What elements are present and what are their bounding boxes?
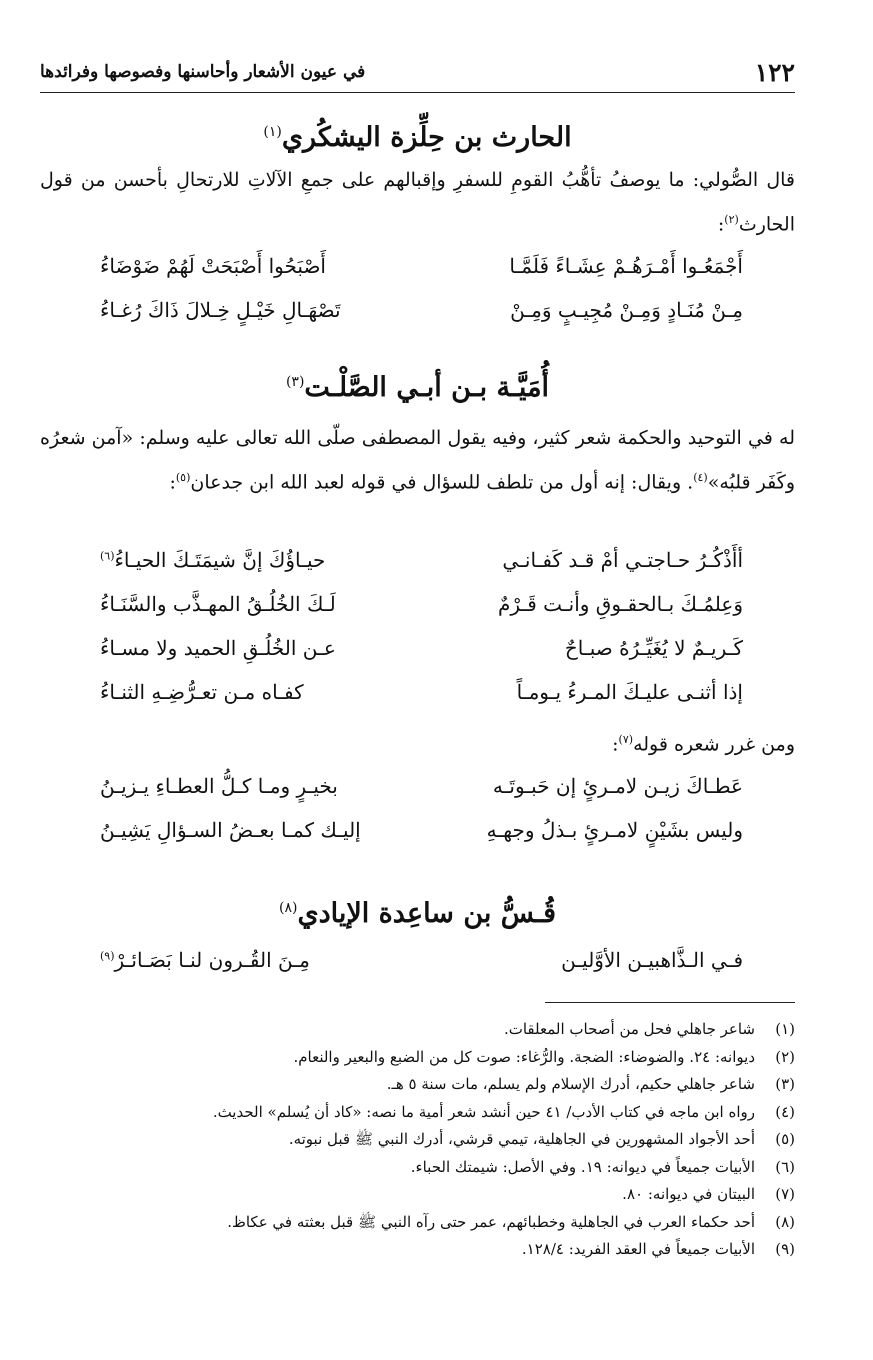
verse-line [100, 628, 743, 668]
footnote-number: (٨) [775, 1212, 795, 1231]
intro-paragraph-umayya-2 [40, 720, 795, 764]
footnote-ref: (٤) [693, 471, 708, 484]
footnote-ref: (٥) [175, 471, 191, 484]
verse-line [100, 246, 743, 286]
footnote-number: (٧) [775, 1185, 795, 1203]
intro-text: قال الصُّولي: ما يوصفُ تأهُّبُ القومِ للسفرِ وإقبالهم على جمعِ الآلاتِ للارتحالِ بأحسن من قول الحارث [40, 169, 795, 236]
verse-first-hemistich: فـي الـذَّاهبيـن الأوَّليـن [561, 948, 743, 972]
footnote-number: (٦) [775, 1157, 795, 1176]
verse-line [100, 672, 743, 712]
footnote [40, 1016, 795, 1044]
footnote-number: (٢) [775, 1047, 795, 1066]
verse-second-hemistich [100, 948, 396, 972]
verse-second-hemistich: أَصْبَحُوا أَصْبَحَتْ لَهُمْ ضَوْضَاءُ [100, 254, 326, 278]
footnote-number: (١) [775, 1020, 795, 1038]
footnote-number: (٩) [775, 1240, 795, 1258]
intro-text: ومن غرر شعره قوله [633, 733, 795, 756]
verse-first-hemistich: أأَذْكُـرُ حـاجتـي أمْ قـد كَفـانـي [502, 548, 743, 572]
footnote-number: (٤) [775, 1102, 795, 1121]
verse-line [100, 290, 743, 330]
footnote [40, 1044, 795, 1072]
verse-line [100, 540, 743, 580]
verse-first-hemistich: وَعِلمُـكَ بـالحقـوقِ وأنـت قَـرْمٌ [497, 592, 743, 616]
intro-colon: : [612, 733, 619, 756]
footnote-number: (٥) [775, 1130, 795, 1148]
running-title: في عيون الأشعار وأحاسنها وفصوصها وفرائدها [40, 62, 366, 82]
verse-second-hemistich: عـن الخُلُـقِ الحميد ولا مسـاءُ [100, 636, 336, 660]
verse-second-hemistich: تَصْهَـالِ خَيْـلٍ خِـلالَ ذَاكَ رُغـاءُ [100, 298, 341, 322]
verse-first-hemistich: مِـنْ مُنَـادٍ وَمِـنْ مُجِيـبٍ وَمِـنْ [510, 298, 743, 322]
footnote-divider [545, 1002, 795, 1003]
section-title-harith [40, 112, 795, 158]
verse-second-text: مِـنَ القُـرون لنـا بَصَـائـرْ [114, 948, 310, 972]
footnote-text: أحد الأجواد المشهورين في الجاهلية، تيمي قرشي، أدرك النبي ﷺ قبل نبوته. [288, 1130, 755, 1148]
intro-paragraph-harith [40, 160, 795, 244]
footnote [40, 1154, 795, 1182]
verse-first-hemistich: كَـريـمٌ لا يُغَيِّـرُهُ صبـاحٌ [564, 636, 743, 660]
verse-second-text: حيـاؤُكَ إنَّ شيمَتَـكَ الحيـاءُ [114, 548, 326, 572]
footnote-text: الأبيات جميعاً في العقد الفريد: ١٢٨/٤. [521, 1240, 755, 1258]
footnote-text: الأبيات جميعاً في ديوانه: ١٩. وفي الأصل: شيمتك الحباء. [410, 1157, 755, 1176]
footnote [40, 1236, 795, 1264]
verse-second-hemistich [100, 548, 396, 572]
footnote [40, 1071, 795, 1099]
verse-line [100, 766, 743, 806]
verse-second-hemistich: لَـكَ الخُلُـقُ المهـذَّب والسَّنَـاءُ [100, 592, 336, 616]
footnote-ref: (٢) [724, 213, 739, 226]
intro-text: له في التوحيد والحكمة شعر كثير، وفيه يقول المصطفى صلّى الله تعالى عليه وسلم: «آمن شعرُه وكَفَر قلبُه» [40, 427, 795, 494]
verse-line [100, 584, 743, 624]
footnote-text: البيتان في ديوانه: ٨٠. [622, 1185, 755, 1203]
verse-first-hemistich: وليس بشَيْنٍ لامـرئٍ بـذلُ وجهـهِ [486, 818, 743, 842]
footnote [40, 1181, 795, 1209]
footnote-ref: (٩) [100, 949, 115, 963]
footnotes-list [40, 1016, 795, 1264]
footnote-text: شاعر جاهلي حكيم، أدرك الإسلام ولم يسلم، مات سنة ٥ هـ. [386, 1075, 755, 1093]
footnote-ref: (٣) [285, 374, 305, 390]
page-number: ١٢٢ [754, 57, 795, 87]
verse-second-hemistich: كفـاه مـن تعـرُّضِـهِ الثنـاءُ [100, 680, 304, 704]
footnote [40, 1209, 795, 1237]
footnote-ref: (٧) [618, 733, 634, 746]
verse-first-hemistich: إذا أثنـى عليـكَ المـرءُ يـومـاً [516, 680, 743, 704]
footnote-ref: (١) [263, 124, 282, 140]
intro-colon: : [169, 471, 176, 494]
verse-second-hemistich: بخيـرٍ ومـا كـلُّ العطـاءِ يـزيـنُ [100, 774, 338, 798]
verse-line [100, 940, 743, 980]
intro-colon: : [717, 213, 725, 236]
verse-second-hemistich: إليـك كمـا بعـضُ السـؤالِ يَشِيـنُ [100, 818, 361, 842]
footnote-ref: (٨) [278, 900, 298, 916]
section-title-text: الحارث بن حِلِّزة اليشكُري [281, 122, 572, 153]
intro-text-continued: . ويقال: إنه أول من تلطف للسؤال في قوله لعبد الله ابن جدعان [190, 471, 694, 494]
footnote-number: (٣) [775, 1075, 795, 1093]
verse-line [100, 810, 743, 850]
footnote [40, 1099, 795, 1127]
footnote-text: ديوانه: ٢٤. والضوضاء: الضجة. والرُّغاء: صوت كل من الضبع والبعير والنعام. [293, 1047, 755, 1066]
section-title-text: قُـسُّ بن ساعِدة الإيادي [297, 898, 557, 929]
footnote-text: رواه ابن ماجه في كتاب الأدب/ ٤١ حين أنشد شعر أمية ما نصه: «كاد أن يُسلم» الحديث. [212, 1102, 755, 1121]
verse-first-hemistich: أَجْمَعُـوا أَمْـرَهُـمْ عِشَـاءً فَلَمَّـا [509, 254, 743, 278]
section-title-umayya [40, 362, 795, 408]
footnote-text: شاعر جاهلي فحل من أصحاب المعلقات. [503, 1020, 755, 1038]
footnote-ref: (٦) [100, 549, 115, 563]
section-title-text: أُمَيَّـة بـن أبـي الصَّلْـت [304, 372, 550, 403]
verse-first-hemistich: عَطـاكَ زيـن لامـرئٍ إن حَبـوتَـه [492, 774, 743, 798]
footnote-text: أحد حكماء العرب في الجاهلية وخطبائهم، عمر حتى رآه النبي ﷺ قبل بعثته في عكاظ. [227, 1212, 755, 1231]
footnote [40, 1126, 795, 1154]
section-title-quss [40, 888, 795, 934]
intro-paragraph-umayya [40, 418, 795, 502]
page-header [40, 52, 795, 93]
